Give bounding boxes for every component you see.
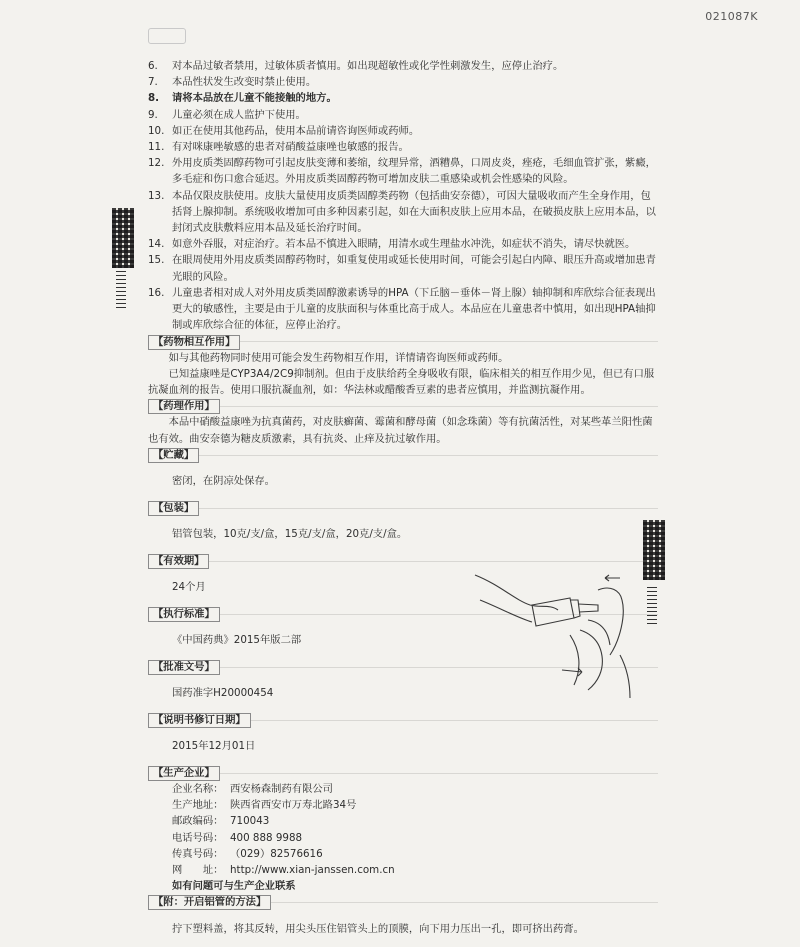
leaflet-text [148, 58, 658, 947]
manufacturer-row: 电话号码： 400 888 9988 [172, 831, 303, 844]
precaution-item: 15. 在眼周使用外用皮质类固醇药物时，如重复使用或延长使用时间，可能会引起白内障、眼压升高或增加患青光眼的风险。 [148, 254, 656, 283]
qr-code-left [112, 208, 134, 268]
precaution-item: 8. 请将本品放在儿童不能接触的地方。 [148, 92, 337, 105]
manufacturer-row: 传真号码： （029）82576616 [172, 847, 323, 860]
document-code: 021087K [705, 10, 758, 23]
precaution-item: 14. 如意外吞服，对症治疗。若本品不慎进入眼睛，用清水或生理盐水冲洗，如症状不消失，请尽快就医。 [148, 238, 636, 251]
precaution-item: 11. 有对咪康唑敏感的患者对硝酸益康唑也敏感的报告。 [148, 141, 409, 154]
precaution-item: 9. 儿童必须在成人监护下使用。 [148, 108, 306, 121]
precaution-item: 13. 本品仅限皮肤使用。皮肤大量使用皮质类固醇类药物（包括曲安奈德），可因大量吸收而产生全身作用，包括肾上腺抑制。系统吸收增加可由多种因素引起，如在大面积皮肤上应用本品，在破损皮肤上应用本品，以封闭式皮肤敷料应用本品及延长治疗时间。 [148, 189, 656, 235]
contact-note: 如有问题可与生产企业联系 [172, 880, 296, 893]
package-text: 铝管包装，10克/支/盒，15克/支/盒，20克/支/盒。 [172, 528, 408, 541]
section-heading-manufacturer: 【生产企业】 [148, 766, 220, 781]
approval-text: 国药准字H20000454 [172, 687, 274, 700]
appendix-text: 拧下塑料盖，将其反转，用尖头压住铝管头上的顶膜，向下用力压出一孔，即可挤出药膏。 [172, 922, 584, 935]
section-heading-interactions: 【药物相互作用】 [148, 335, 240, 350]
precaution-item: 10. 如正在使用其他药品，使用本品前请咨询医师或药师。 [148, 124, 420, 137]
standard-text: 《中国药典》2015年版二部 [172, 634, 302, 647]
section-heading-pharmacology: 【药理作用】 [148, 399, 220, 414]
section-heading-package: 【包装】 [148, 501, 199, 516]
section-heading-approval: 【批准文号】 [148, 660, 220, 675]
precaution-item: 7. 本品性状发生改变时禁止使用。 [148, 76, 317, 89]
precaution-item: 16. 儿童患者相对成人对外用皮质类固醇激素诱导的HPA（下丘脑－垂体－肾上腺）轴抑制和库欣综合征表现出更大的敏感性，主要是由于儿童的皮肤面积与体重比高于成人。本品应在儿童患者中慎用，如出现HPA轴抑制或库欣综合征的体征，应停止治疗。 [148, 286, 656, 332]
section-heading-validity: 【有效期】 [148, 554, 209, 569]
validity-text: 24个月 [172, 581, 206, 594]
section-heading-appendix: 【附：开启铝管的方法】 [148, 895, 271, 910]
section-heading-revision: 【说明书修订日期】 [148, 713, 251, 728]
section-heading-standard: 【执行标准】 [148, 607, 220, 622]
manufacturer-row: 邮政编码： 710043 [172, 815, 270, 828]
manufacturer-row: 企业名称： 西安杨森制药有限公司 [172, 782, 333, 795]
interactions-text: 如与其他药物同时使用可能会发生药物相互作用，详情请咨询医师或药师。 [168, 351, 509, 364]
logo-mark [148, 28, 186, 44]
precaution-item: 6. 对本品过敏者禁用，过敏体质者慎用。如出现超敏性或化学性刺激发生，应停止治疗。 [148, 60, 564, 72]
manufacturer-row: 生产地址： 陕西省西安市万寿北路34号 [172, 799, 357, 812]
storage-text: 密闭，在阴凉处保存。 [172, 475, 275, 488]
interactions-text: 已知益康唑是CYP3A4/2C9抑制剂。但由于皮肤给药全身吸收有限，临床相关的相互作用少见，但已有口服抗凝血剂的报告。使用口服抗凝血剂，如：华法林或醋酸香豆素的患者应慎用，并监测抗凝作用。 [148, 367, 655, 397]
precaution-item: 12. 外用皮质类固醇药物可引起皮肤变薄和萎缩，纹理异常，酒糟鼻，口周皮炎，痤疮，毛细血管扩张，紫癜，多毛症和伤口愈合延迟。外用皮质类固醇药物可增加皮肤二重感染或机会性感染的风险。 [148, 157, 656, 186]
manufacturer-details [148, 781, 658, 894]
section-heading-storage: 【贮藏】 [148, 448, 199, 463]
registration-marks-left [116, 268, 126, 308]
manufacturer-row: 网 址： http://www.xian-janssen.com.cn [172, 863, 395, 876]
pharmacology-text: 本品中硝酸益康唑为抗真菌药，对皮肤癣菌、霉菌和酵母菌（如念珠菌）等有抗菌活性，对某些革兰阳性菌也有效。曲安奈德为糖皮质激素，具有抗炎、止痒及抗过敏作用。 [148, 416, 653, 445]
tube-opening-illustration [470, 560, 640, 700]
revision-text: 2015年12月01日 [172, 740, 256, 753]
